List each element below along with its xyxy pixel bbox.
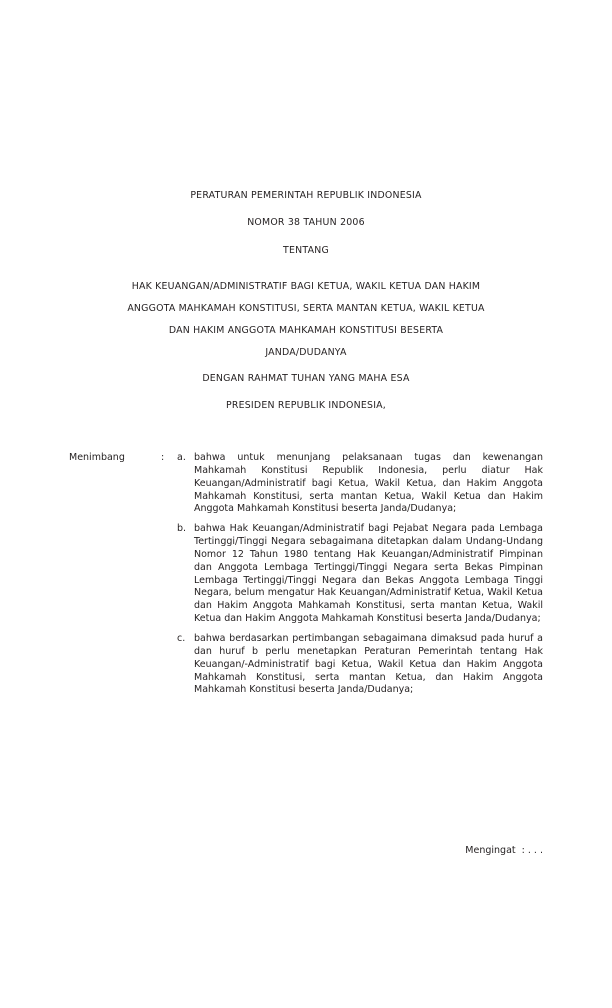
- list-item: [177, 523, 543, 626]
- header-line-number: NOMOR 38 TAHUN 2006: [247, 217, 365, 228]
- document-header: [60, 190, 552, 256]
- list-item: [177, 452, 543, 516]
- footer-continuation-note: Mengingat : . . .: [465, 845, 543, 856]
- title-line-4: JANDA/DUDANYA: [265, 347, 347, 358]
- list-item-marker: b.: [177, 523, 187, 535]
- list-item-marker: a.: [177, 452, 186, 463]
- title-line-1: HAK KEUANGAN/ADMINISTRATIF BAGI KETUA, WAKIL KETUA DAN HAKIM: [131, 281, 481, 292]
- subheader-invocation: DENGAN RAHMAT TUHAN YANG MAHA ESA: [202, 373, 410, 384]
- title-line-3: DAN HAKIM ANGGOTA MAHKAMAH KONSTITUSI BESERTA: [168, 325, 444, 336]
- list-item-text: bahwa untuk menunjang pelaksanaan tugas dan kewenangan Mahkamah Konstitusi Republik Indonesia, perlu diatur Hak Keuangan/Administratif bagi Ketua, Wakil Ketua, dan Hakim Anggota Mahkamah Konstitusi, serta mantan Ketua, Wakil Ketua dan Hakim Anggota Mahkamah Konstitusi beserta Janda/Dudanya;: [194, 452, 543, 515]
- list-item-marker: c.: [177, 632, 186, 644]
- considering-item-list: [177, 452, 543, 697]
- document-subheader: [60, 373, 552, 411]
- list-item-text: bahwa Hak Keuangan/Administratif bagi Pejabat Negara pada Lembaga Tertinggi/Tinggi Negara sebagaimana ditetapkan dalam Undang-Undang Nomor 12 Tahun 1980 tentang Hak Keuangan/Administratif Pimpinan dan Anggota Lembaga Tertinggi/Tinggi Negara serta Bekas Pimpinan Lembaga Tertinggi/Tinggi Negara dan Bekas Anggota Lembaga Tinggi Negara, belum mengatur Hak Keuangan/Administratif Ketua, Wakil Ketua dan Hakim Anggota Mahkamah Konstitusi, serta mantan Ketua, Wakil Ketua dan Hakim Anggota Mahkamah Konstitusi beserta Janda/Dudanya;: [194, 523, 543, 625]
- subheader-president: PRESIDEN REPUBLIK INDONESIA,: [225, 400, 387, 411]
- document-title: [60, 276, 552, 364]
- considering-section: [69, 452, 543, 697]
- considering-label: Menimbang: [69, 452, 125, 463]
- list-item-text: bahwa berdasarkan pertimbangan sebagaimana dimaksud pada huruf a dan huruf b perlu menetapkan Peraturan Pemerintah tentang Hak Keuangan/-Administratif bagi Ketua, Wakil Ketua dan Hakim Anggota Mahkamah Konstitusi, serta mantan Ketua, dan Hakim Anggota Mahkamah Konstitusi beserta Janda/Dudanya;: [194, 632, 543, 696]
- considering-colon: :: [161, 452, 165, 463]
- title-line-2: ANGGOTA MAHKAMAH KONSTITUSI, SERTA MANTAN KETUA, WAKIL KETUA: [127, 303, 485, 314]
- considering-row: [69, 452, 543, 697]
- header-line-tentang: TENTANG: [283, 245, 329, 256]
- list-item: [177, 633, 543, 697]
- header-line-authority: PERATURAN PEMERINTAH REPUBLIK INDONESIA: [190, 190, 422, 201]
